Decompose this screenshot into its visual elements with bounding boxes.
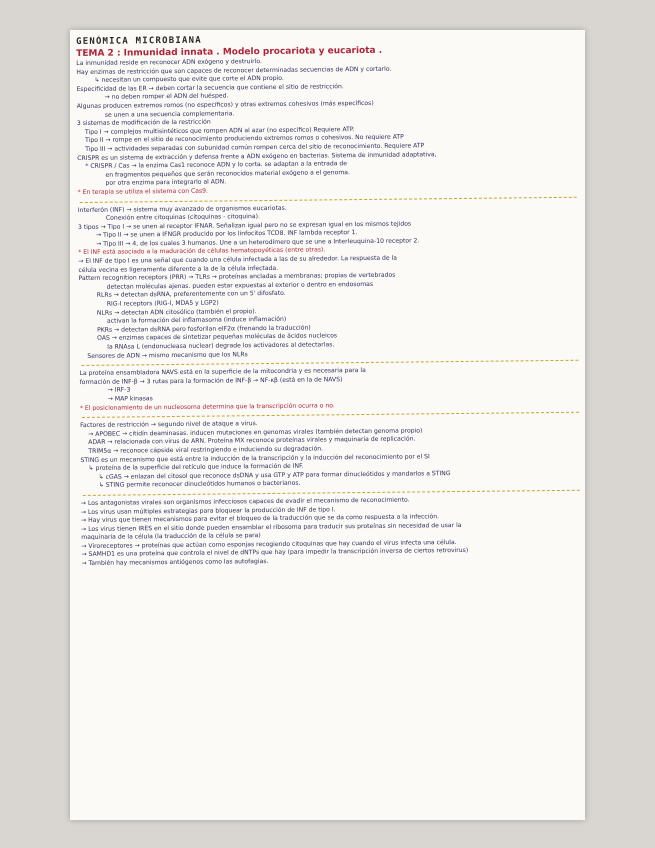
note-line: Factores de restricción → segundo nivel de ataque a virus. [80,420,258,430]
notes-sections [76,55,584,569]
note-line: * En terapia se utiliza el sistema con Cas9. [77,187,209,196]
note-line: célula vecina es ligeramente diferente a la de la célula infectada. [78,264,279,274]
note-line: Sensores de ADN → mismo mecanismo que los NLRs [87,350,248,360]
note-line: Tipo I → complejos multisintéticos que rompen ADN al azar (no específico) Requiere ATP. [84,125,355,136]
note-line: Pattern recognition receptors (PRR) → TLRs → proteínas ancladas a membranas; propias de vertebrados [78,271,396,283]
note-line: → Viroreceptores → proteínas que actúan como esponjas recogiendo citoquinas que hay cuando el virus infecta una célula. [81,538,457,550]
note-line: * El INF está asociado a la maduración de células hematopoyéticas (entre otras). [78,246,326,257]
note-line: ↳ STING permite reconocer dinucleótidos humanos o bacterianos. [98,479,301,490]
notes-section [80,417,584,491]
note-line: PKRs → detectan dsRNA pero fosforilan eIF2α (frenando la traducción) [97,324,311,334]
notes-section [81,495,585,569]
note-line: ↳ necesitan un compuesto que evite que corte el ADN propio. [94,75,284,84]
note-line: * CRISPR / Cas → la enzima Cas1 reconoce ADN y lo corta. se adaptan a la entrada de [85,160,348,171]
note-line: TRIM5α → reconoce cápside viral restringiendo e induciendo su degradación. [88,445,324,455]
note-line: → IRF-3 [107,386,131,395]
notes-section [76,55,580,198]
note-line: → APOBEC → citidín deaminasas. inducen mutaciones en genomas virales (también detectan genoma propio) [88,427,423,438]
note-line: → Los antagonistas virales son organismos infecciosos capaces de evadir el mecanismo de reconocimiento. [80,496,410,507]
page-title: GENÓMICA MICROBIANA [76,35,202,47]
note-line: OAS → enzimas capaces de sintetizar pequeñas moléculas de ácidos nucleicos [97,332,338,343]
note-line: Conexión entre citoquinas (citoquinas - citoquina). [105,213,260,222]
note-line: Interferón (INF) → sistema muy avanzado de organismos eucariotas. [77,204,287,214]
note-line: ↳ proteína de la superficie del retículo que induce la formación de INF. [88,462,304,473]
note-line: la RNAsa L (endonucleasa nuclear) degrade los activadores al detectarlas. [107,341,335,351]
note-line: → no deben romper el ADN del huésped. [104,92,229,102]
note-line: activan la formación del inflamasoma (induce inflamación) [106,316,287,325]
notes-page [70,30,585,820]
note-line: en fragmentos pequeños que serán reconocidos material exógeno a el genoma. [105,168,350,179]
note-line: Tipo III → actividades separadas con subunidad común rompen cerca del sitio de reconocimiento. Requiere ATP [85,142,425,153]
note-line: → MAP kinasas [107,395,153,403]
note-line: → SAMHD1 es una proteína que controla el nivel de dNTPs que hay (para impedir la transcripción inversa de ciertos retrovirus) [81,547,469,559]
note-line: → Tipo II → se unen a IFNGR producido por los linfocitos TCD8. INF lambda receptor 1. [96,229,358,240]
note-line: → Tipo III → 4, de los cuales 3 humanos. Une a un heterodímero que se une a Interleuquina-10 receptor 2. [96,237,420,248]
note-line: formación de INF-β → 3 rutas para la formación de INF-β → NF-κβ (está en la de NAVS) [79,376,343,386]
notes-section [78,201,583,361]
note-line: Tipo II → rompe en el sitio de reconocimiento produciendo extremos romos o cohesivos. No requiere ATP [85,133,404,145]
notes-content [76,31,585,569]
note-line: → Hay virus que tienen mecanismos para evitar el bloqueo de la traducción que se da como respuesta a la infección. [81,513,440,525]
note-line: → Los virus usan múltiples estrategias para bloquear la producción de INF de tipo I. [80,505,336,516]
note-line: detectan moléculas ajenas. pueden estar expuestas al exterior o dentro en endosomas [106,280,374,291]
note-line: Hay enzimas de restricción que son capaces de reconocer determinadas secuencias de ADN y cortarlo. [76,65,392,76]
note-line: RIG-I receptors (RIG-I, MDA5 y LGP2) [106,299,219,308]
note-line: La proteína ensambladora NAVS está en la superficie de la mitocondria y es necesaria para la [79,367,366,378]
note-line: ADAR → relacionada con virus de ARN. Proteína MX reconoce proteínas virales y maquinaria de replicación. [88,435,416,447]
page-subtitle: TEMA 2 : Inmunidad innata . Modelo procariota y eucariota . [76,45,383,59]
note-line: → También hay mecanismos antiógenos como las autofagias. [81,558,269,568]
note-line: maquinaria de la célula (la traducción de la célula se para) [81,532,261,542]
note-line: 3 sistemas de modificación de la restricción [76,118,211,128]
note-line: ↳ cGAS → enlazan del citosol que reconoce dsDNA y usa GTP y ATP para formar dinucleótidos y mandarlos a STING [98,469,451,481]
note-line: por otra enzima para integrarlo al ADN. [105,178,227,188]
note-line: Especificidad de las ER → deben cortar la secuencia que contiene el sitio de restricción. [76,82,344,93]
note-line: → Los virus tienen IRES en el sitio donde pueden ensamblar el ribosoma para traducir sus proteínas sin necesidad de usar la [81,521,462,533]
notes-section [79,365,582,413]
note-line: se unen a una secuencia complementaria. [104,109,235,119]
note-line: 3 tipos → Tipo I → se unen al receptor IFNAR. Señalizan igual pero no se expresan igual en los mismos tejidos [77,220,412,231]
note-line: Algunas producen extremos romos (no específicos) y otras extremos cohesivos (más específicos) [76,99,374,110]
note-line: CRISPR es un sistema de extracción y defensa frente a ADN exógeno en bacterias. Sistema de inmunidad adaptativa, [77,150,437,162]
note-line: STING es un mecanismo que está entre la inducción de la transcripción y la inducción del reconocimiento por el SI [80,452,430,464]
note-line: → El INF de tipo I es una señal que cuando una célula infectada a las de su alrededor. La respuesta de la [78,254,398,266]
note-line: NLRs → detectan ADN citosólico (también el propio). [96,307,257,317]
note-line: La inmunidad reside en reconocer ADN exógeno y destruirlo. [76,58,262,67]
note-line: * El posicionamiento de un nucleosoma determina que la transcripción ocurra o no. [79,401,335,412]
note-line: RLRs → detectan dsRNA, preferentemente con un 5' difosfato. [96,290,286,300]
